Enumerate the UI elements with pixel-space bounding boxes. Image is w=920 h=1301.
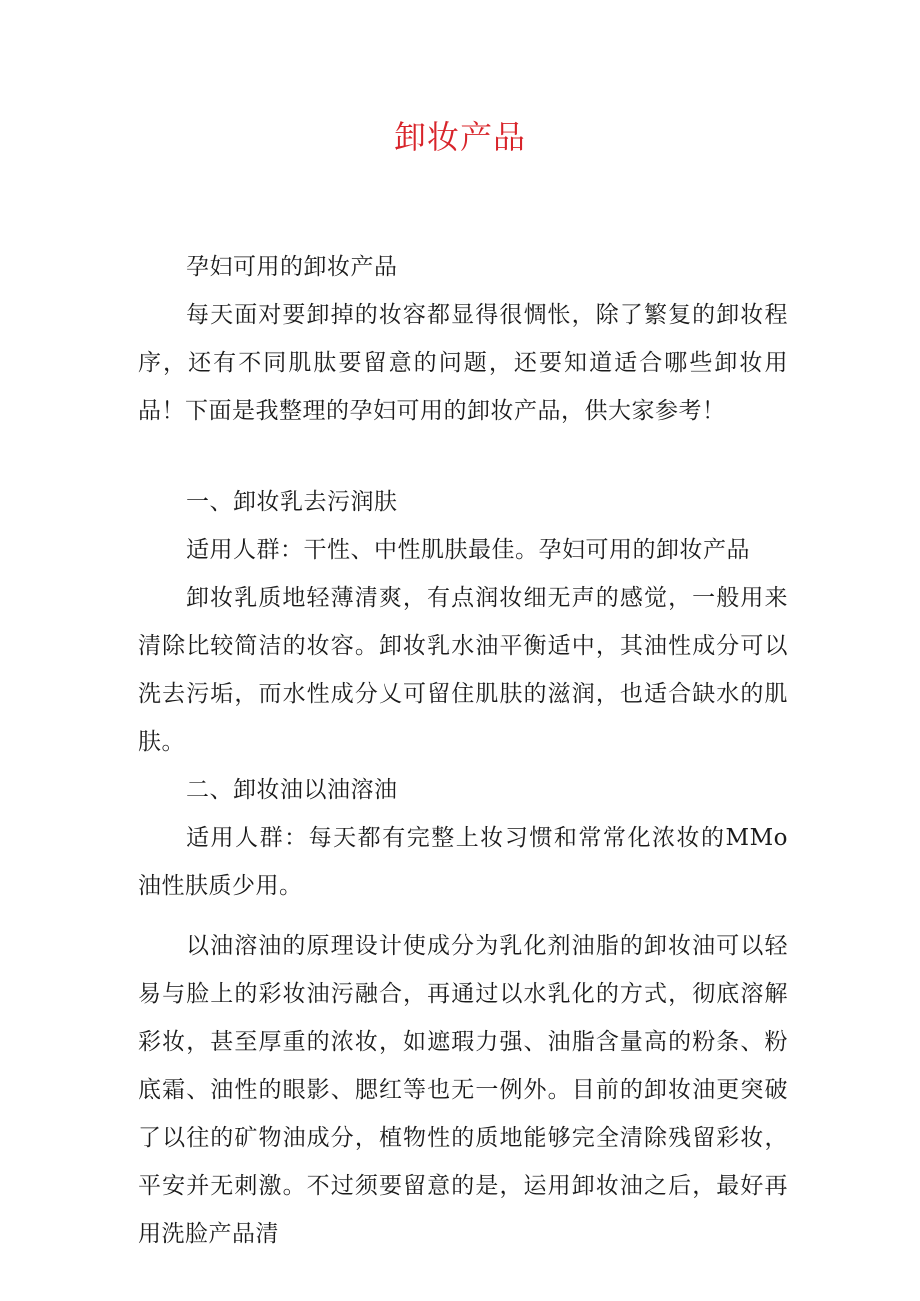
document-title: 卸妆产品 <box>393 118 526 156</box>
body-paragraph-1: 卸妆乳质地轻薄清爽，有点润妆细无声的感觉，一般用来清除比较简洁的妆容。卸妆乳水油平衡适中，其油性成分可以洗去污垢，而水性成分乂可留住肌肤的滋润，也适合缺水的肌肤。 <box>138 585 788 755</box>
intro-paragraph: 每天面对要卸掉的妆容都显得很惆怅，除了繁复的卸妆程序，还有不同肌肽要留意的问题，还要知道适合哪些卸妆用品！下面是我整理的孕妇可用的卸妆产品，供大家参考！ <box>138 302 788 424</box>
suitable-paragraph-2: 适用人群：每天都有完整上妆习惯和常常化浓妆的MMo油性肤质少用。 <box>138 825 788 899</box>
suitable-paragraph-1: 适用人群：干性、中性肌肤最佳。孕妇可用的卸妆产品 <box>186 537 750 563</box>
document-body-sections <box>138 478 788 1258</box>
body-paragraph-2: 以油溶油的原理设计使成分为乳化剂油脂的卸妆油可以轻易与脸上的彩妆油污融合，再通过以水乳化的方式，彻底溶解彩妆，甚至厚重的浓妆，如遮瑕力强、油脂含量高的粉条、粉底霜、油性的眼影、腮红等也无一例外。目前的卸妆油更突破了以往的矿物油成分，植物性的质地能够完全清除残留彩妆，平安并无刺激。不过须要留意的是，运用卸妆油之后，最好再用洗脸产品清 <box>138 933 788 1247</box>
document-body-intro <box>138 243 788 435</box>
section-heading-2: 二、卸妆油以油溶油 <box>186 777 398 803</box>
section-heading-1: 一、卸妆乳去污润肤 <box>186 489 398 515</box>
subtitle-paragraph: 孕妇可用的卸妆产品 <box>186 254 398 280</box>
